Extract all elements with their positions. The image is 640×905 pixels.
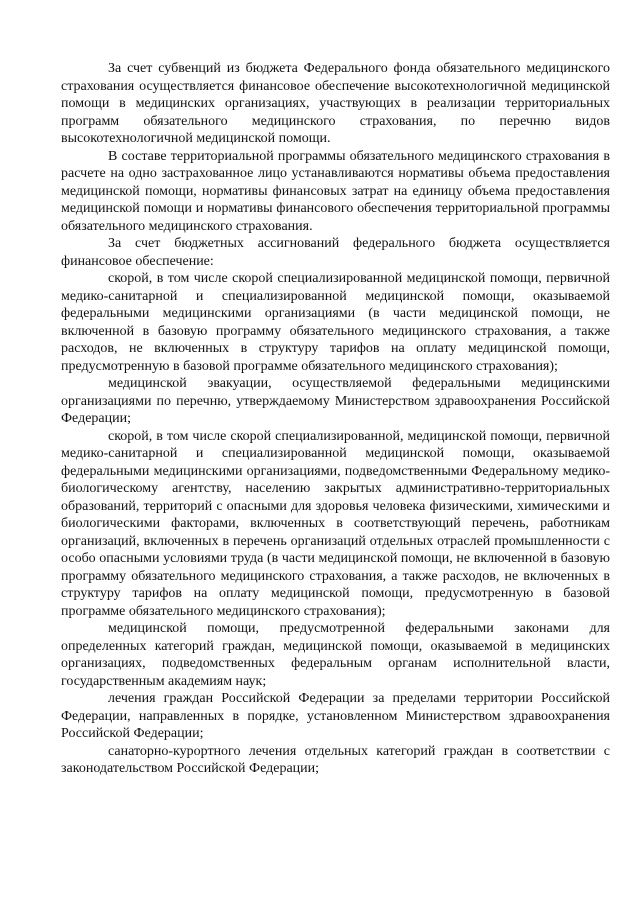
paragraph-5: медицинской эвакуации, осуществляемой федеральными медицинскими организациями по перечню, утверждаемому Министерством здравоохранения Российской Федерации; (61, 376, 610, 426)
paragraph-1: За счет субвенций из бюджета Федерального фонда обязательного медицинского страхования осуществляется финансовое обеспечение высокотехнологичной медицинской помощи в медицинских организациях, участвующих в реализации территориальных программ обязательного медицинского страхования, по перечню видов высокотехнологичной медицинской помощи. (61, 61, 610, 146)
paragraph-2: В составе территориальной программы обязательного медицинского страхования в расчете на одно застрахованное лицо устанавливаются нормативы объема предоставления медицинской помощи, нормативы финансовых затрат на единицу объема предоставления медицинской помощи и нормативы финансового обеспечения территориальной программы обязательного медицинского страхования. (61, 148, 610, 234)
paragraph-8: лечения граждан Российской Федерации за пределами территории Российской Федерации, направленных в порядке, установленном Министерством здравоохранения Российской Федерации; (61, 691, 610, 741)
paragraph-7: медицинской помощи, предусмотренной федеральными законами для определенных категорий граждан, медицинской помощи, оказываемой в медицинских организациях, подведомственных федеральным органам исполнительной власти, государственным академиям наук; (61, 621, 610, 689)
document-page (61, 60, 610, 778)
paragraph-6: скорой, в том числе скорой специализированной, медицинской помощи, первичной медико-санитарной и специализированной медицинской помощи, оказываемой федеральными медицинскими организациями, подведомственными Федеральному медико-биологическому агентству, населению закрытых административно-территориальных образований, территорий с опасными для здоровья человека физическими, химическими и биологическими факторами, включенных в соответствующий перечень, работникам организаций, включенных в перечень организаций отдельных отраслей промышленности с особо опасными условиями труда (в части медицинской помощи, не включенной в базовую программу обязательного медицинского страхования, а также расходов, не включенных в структуру тарифов на оплату медицинской помощи, предусмотренную в базовой программе обязательного медицинского страхования); (61, 428, 610, 619)
paragraph-3: За счет бюджетных ассигнований федерального бюджета осуществляется финансовое обеспечение: (61, 236, 610, 269)
paragraph-9: санаторно-курортного лечения отдельных категорий граждан в соответствии с законодательством Российской Федерации; (61, 743, 610, 776)
paragraph-4: скорой, в том числе скорой специализированной медицинской помощи, первичной медико-санитарной и специализированной медицинской помощи, оказываемой федеральными медицинскими организациями (в части медицинской помощи, не включенной в базовую программу обязательного медицинского страхования, а также расходов, не включенных в структуру тарифов на оплату медицинской помощи, предусмотренную в базовой программе обязательного медицинского страхования); (61, 271, 610, 374)
